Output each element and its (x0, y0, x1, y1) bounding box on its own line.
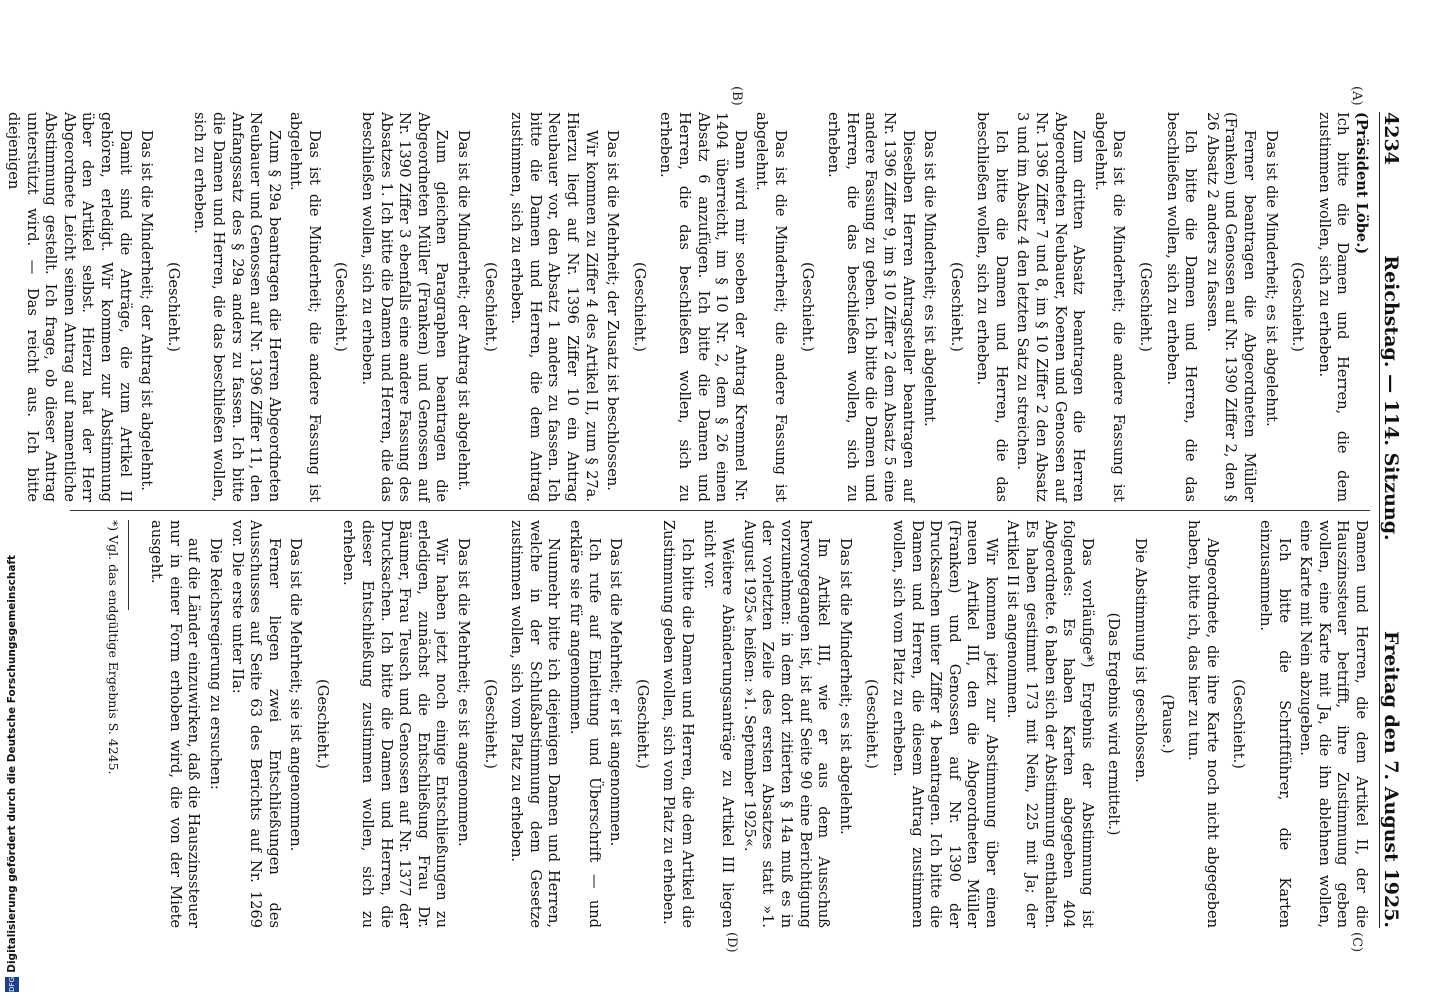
paragraph (1314, 112, 1370, 502)
paragraph-text: Das ist die Mehrheit; er ist angenommen. (607, 538, 625, 847)
paragraph-text: Ferner beantragen die Abgeordneten Müller (Franken) und Genossen auf Nr. 1390 Ziffer 2, den § 26 Absatz 2 anders zu fassen. (1203, 112, 1259, 502)
paragraph-text: (Geschieht.) (164, 262, 182, 352)
paragraph-text: Das ist die Minderheit; die andere Fassung ist abgelehnt. (287, 112, 323, 502)
paragraph-text: (Geschieht.) (332, 262, 350, 352)
paragraph (286, 520, 305, 928)
paragraph-text: Ich rufe auf Einleitung und Überschrift — und erkläre sie für angenommen. (567, 520, 603, 928)
footnote: *) Vgl. das endgültige Ergebnis S. 4245. (105, 520, 121, 775)
paragraph (565, 520, 602, 928)
paragraph-text: Damit sind die Anträge, die zum Artikel II gehören, erledigt. Wir kommen zur Abstimmung über den Artikel selbst. Hierzu hat der Herr Abgeordnete Leicht seinen Antrag auf namentliche Abstimmung gestellt. Ich frage, ob dieser Antrag unterstützt wird. — Das reicht aus. Ich bitte diejenigen (5, 112, 134, 502)
paragraph-text: (Geschieht.) (1137, 262, 1155, 352)
paragraph (507, 112, 600, 502)
paragraph (137, 112, 156, 502)
paragraph (147, 520, 203, 928)
paragraph-text: Zum dritten Absatz beantragen die Herren Abgeordneten Neubauer, Koenen und Genossen auf Nr. 1396 Ziffer 7 und 8, im § 10 Ziffer 2 den Absatz 3 und im Absatz 4 den letzten Satz zu streichen. (1014, 112, 1088, 502)
paragraph (1130, 520, 1149, 928)
digitization-note (4, 555, 20, 992)
paragraph-text: Das ist die Minderheit; es ist abgelehnt. (836, 538, 854, 835)
paragraph-text: (Geschieht.) (313, 679, 331, 769)
paragraph-text: Die Reichsregierung zu ersuchen: (206, 538, 224, 790)
paragraph-text: Wir kommen jetzt zur Abstimmung über einen neuen Artikel III, den die Abgeordneten Müller (Franken) und Genossen auf Nr. 1390 der Drucksachen unter Ziffer 4 beantragen. Ich bitte die Damen und Herren, die diesem Antrag zustimmen wollen, sich vom Platz zu erheben. (889, 520, 1000, 928)
margin-mark-b: (B) (729, 86, 744, 106)
paragraph-text: Im Artikel III, wie er aus dem Ausschuß hervorgegangen ist, ist auf Seite 90 eine Berichtigung vorzunehmen: in dem dort zitierten § 14a muß es in der vorletzten Zeile des ersten Absatzes statt »1. August 1925« heißen: »1. September 1925«. (740, 520, 833, 928)
paragraph (659, 520, 696, 928)
stage-direction (163, 112, 182, 502)
page-number: 4234 (1380, 112, 1402, 165)
paragraph-text: (Geschieht.) (633, 679, 651, 769)
column-divider (70, 510, 1370, 511)
paragraph (1090, 112, 1127, 502)
paragraph-text: Ferner liegen zwei Entschließungen des Ausschusses auf Seite 63 des Berichts auf Nr. 1269 vor. Die erste unter IIa: (228, 520, 283, 928)
stage-direction (797, 112, 816, 502)
right-column (70, 520, 1370, 928)
page-title: Reichstag. — 114. Sitzung. (1380, 255, 1402, 541)
paragraph-text: (Geschieht.) (798, 262, 816, 352)
paragraph-text: Ich bitte die Schriftführer, die Karten einzusammeln. (1257, 520, 1293, 928)
paragraph-text: Das ist die Minderheit; es ist abgelehnt. (1262, 130, 1280, 427)
stage-direction (1104, 520, 1123, 928)
speaker-name: (Präsident Löbe.) (1353, 112, 1370, 255)
right-column-body (147, 520, 1370, 928)
paragraph-text: Wir kommen zu Ziffer 4 des Artikel II, zum § 27a. Hierzu liegt auf Nr. 1396 Ziffer 10 ein Antrag Neubauer vor, den Absatz 1 anders zu fassen. Ich bitte die Damen und Herren, die dem Antrag zustimmen, sich zu erheben. (508, 112, 600, 502)
paragraph-text: (Geschieht.) (1230, 679, 1248, 769)
paragraph-text: Ich bitte die Damen und Herren, die dem zustimmen wollen, sich zu erheben. (1315, 112, 1352, 502)
stage-direction (331, 112, 350, 502)
paragraph-text: Das ist die Minderheit; der Antrag ist abgelehnt. (455, 130, 473, 491)
paragraph (507, 520, 563, 928)
stage-direction (480, 112, 499, 502)
dfg-logo-text: DFG (8, 977, 16, 992)
paragraph-text: (Geschieht.) (481, 262, 499, 352)
margin-mark-d: (D) (724, 932, 739, 953)
paragraph (606, 520, 625, 928)
paragraph-text: Zum § 29a beantragen die Herren Abgeordneten Neubauer und Genossen auf Nr. 1396 Ziffer 11, den Anfangssatz des § 29a anders zu fassen. Ich bitte die Damen und Herren, die das beschließen wollen, sich zu erheben. (191, 112, 283, 502)
paragraph-text: Ich bitte die Damen und Herren, die das beschließen wollen, sich zu erheben. (1163, 112, 1200, 502)
paragraph (603, 112, 622, 502)
digitization-text: Digitalisierung gefördert durch die Deutsche Forschungsgemeinschaft (6, 555, 18, 974)
paragraph-text: Damen und Herren, die dem Artikel II, der die Hauszinssteuer betrifft, ihre Zustimmung geben wollen, eine Karte mit Ja, die ihn ablehnen wollen, eine Karte mit Nein abzugeben. (1297, 520, 1370, 928)
paragraph (358, 112, 451, 502)
stage-direction (480, 520, 499, 928)
paragraph (752, 112, 789, 502)
paragraph-text: (Geschieht.) (481, 679, 499, 769)
paragraph (1184, 520, 1221, 928)
margin-mark-c: (C) (1349, 932, 1364, 953)
stage-direction (312, 520, 331, 928)
paragraph-text: Das ist die Minderheit; es ist abgelehnt. (921, 130, 939, 427)
paragraph (1296, 520, 1370, 928)
paragraph-text: Weitere Abänderungsanträge zu Artikel III liegen nicht vor. (700, 520, 737, 928)
dfg-logo (5, 977, 19, 992)
paragraph-text: Das ist die Mehrheit; es ist angenommen. (455, 538, 473, 847)
paragraph (1162, 112, 1199, 502)
paragraph (1261, 112, 1280, 502)
paragraph (656, 112, 749, 502)
paragraph-text: Das ist die Mehrheit; sie ist angenommen. (287, 538, 305, 852)
paragraph-text: Das ist die Minderheit; der Antrag ist abgelehnt. (138, 130, 156, 491)
footnote-rule (128, 520, 129, 610)
paragraph (1202, 112, 1258, 502)
paragraph-text: (Geschieht.) (630, 262, 648, 352)
stage-direction (946, 112, 965, 502)
paragraph (453, 112, 472, 502)
paragraph-text: auf die Länder einzuwirken, daß die Hauszinssteuer nur in einer Form erhoben wird, die von der Miete ausgeht. (148, 520, 203, 928)
paragraph (1003, 520, 1096, 928)
paragraph (920, 112, 939, 502)
paragraph (699, 520, 736, 928)
stage-direction (862, 520, 881, 928)
paragraph-text: Das vorläufige*) Ergebnis der Abstimmung ist folgendes: Es haben Karten abgegeben 404 Abgeordnete. 6 haben sich der Abstimmung enthalten. Es haben gestimmt 173 mit Nein, 225 mit Ja; der Artikel II ist angenommen. (1004, 520, 1096, 928)
paragraph-text: Abgeordnete, die ihre Karte noch nicht abgegeben haben, bitte ich, das hier zu tun. (1185, 520, 1221, 928)
paragraph (339, 520, 451, 928)
paragraph (227, 520, 283, 928)
paragraph-text: Wir haben jetzt noch einige Entschließungen zu erledigen, zunächst die Entschließung Frau Dr. Bäumer, Frau Teusch und Genossen auf Nr. 1377 der Drucksachen. Ich bitte die Damen und Herren, die dieser Entschließung zustimmen wollen, sich zu erheben. (340, 520, 451, 928)
paragraph-text: Nunmehr bitte ich diejenigen Damen und Herren, welche in der Schlußabstimmung dem Gesetze zustimmen wollen, sich vom Platz zu erheben. (508, 520, 563, 928)
paragraph (1255, 520, 1292, 928)
paragraph (190, 112, 283, 502)
paragraph-text: Dieselben Herren Antragsteller beantragen auf Nr. 1396 Ziffer 9, im § 10 Ziffer 2 dem Absatz 5 eine andere Fassung zu geben. Ich bitte die Damen und Herren, die das beschließen wollen, sich zu erheben. (825, 112, 917, 502)
stage-direction (1229, 520, 1248, 928)
paragraph-text: (Pause.) (1158, 694, 1176, 754)
page-header (1379, 112, 1416, 928)
paragraph-text: Die Abstimmung ist geschlossen. (1132, 538, 1150, 783)
paragraph-text: Zum gleichen Paragraphen beantragen die Abgeordneten Müller (Franken) und Genossen auf Nr. 1390 Ziffer 3 ebenfalls eine andere Fassung des Absatzes 1. Ich bitte die Damen und Herren, die das beschließen wollen, sich zu erheben. (359, 112, 451, 502)
stage-direction (1135, 112, 1154, 502)
paragraph (453, 520, 472, 928)
paragraph-text: Ich bitte die Damen und Herren, die das beschließen wollen, sich zu erheben. (974, 112, 1010, 502)
paragraph-text: (Geschieht.) (947, 262, 965, 352)
paragraph (973, 112, 1010, 502)
margin-mark-a: (A) (1349, 86, 1364, 106)
paragraph (835, 520, 854, 928)
paragraph (3, 112, 133, 502)
paragraph (205, 520, 224, 928)
paragraph (888, 520, 1000, 928)
paragraph-text: Ich bitte die Damen und Herren, die dem Artikel die Zustimmung geben wollen, sich vom Platz zu erheben. (660, 520, 696, 928)
paragraph (1013, 112, 1087, 502)
paragraph-text: Das ist die Minderheit; die andere Fassung ist abgelehnt. (1091, 112, 1128, 502)
paragraph-text: Das ist die Mehrheit; der Zusatz ist beschlossen. (604, 130, 622, 491)
page-date: Freitag den 7. August 1925. (1380, 631, 1402, 928)
paragraph-text: (Das Ergebnis wird ermittelt.) (1105, 612, 1123, 836)
stage-direction (632, 520, 651, 928)
paragraph-text: (Geschieht.) (863, 679, 881, 769)
stage-direction (1157, 520, 1176, 928)
left-column (5, 112, 1370, 502)
paragraph-text: Das ist die Minderheit; die andere Fassung ist abgelehnt. (753, 112, 789, 502)
stage-direction (1288, 112, 1307, 502)
stage-direction (629, 112, 648, 502)
paragraph (739, 520, 832, 928)
paragraph-text: (Geschieht.) (1289, 262, 1307, 352)
paragraph (286, 112, 323, 502)
paragraph-text: Dann wird mir soeben der Antrag Kremmel Nr. 1404 überreicht, im § 10 Nr. 2, dem § 26 einen Absatz 6 anzufügen. Ich bitte die Damen und Herren, die das beschließen wollen, sich zu erheben. (657, 112, 749, 502)
paragraph (824, 112, 917, 502)
